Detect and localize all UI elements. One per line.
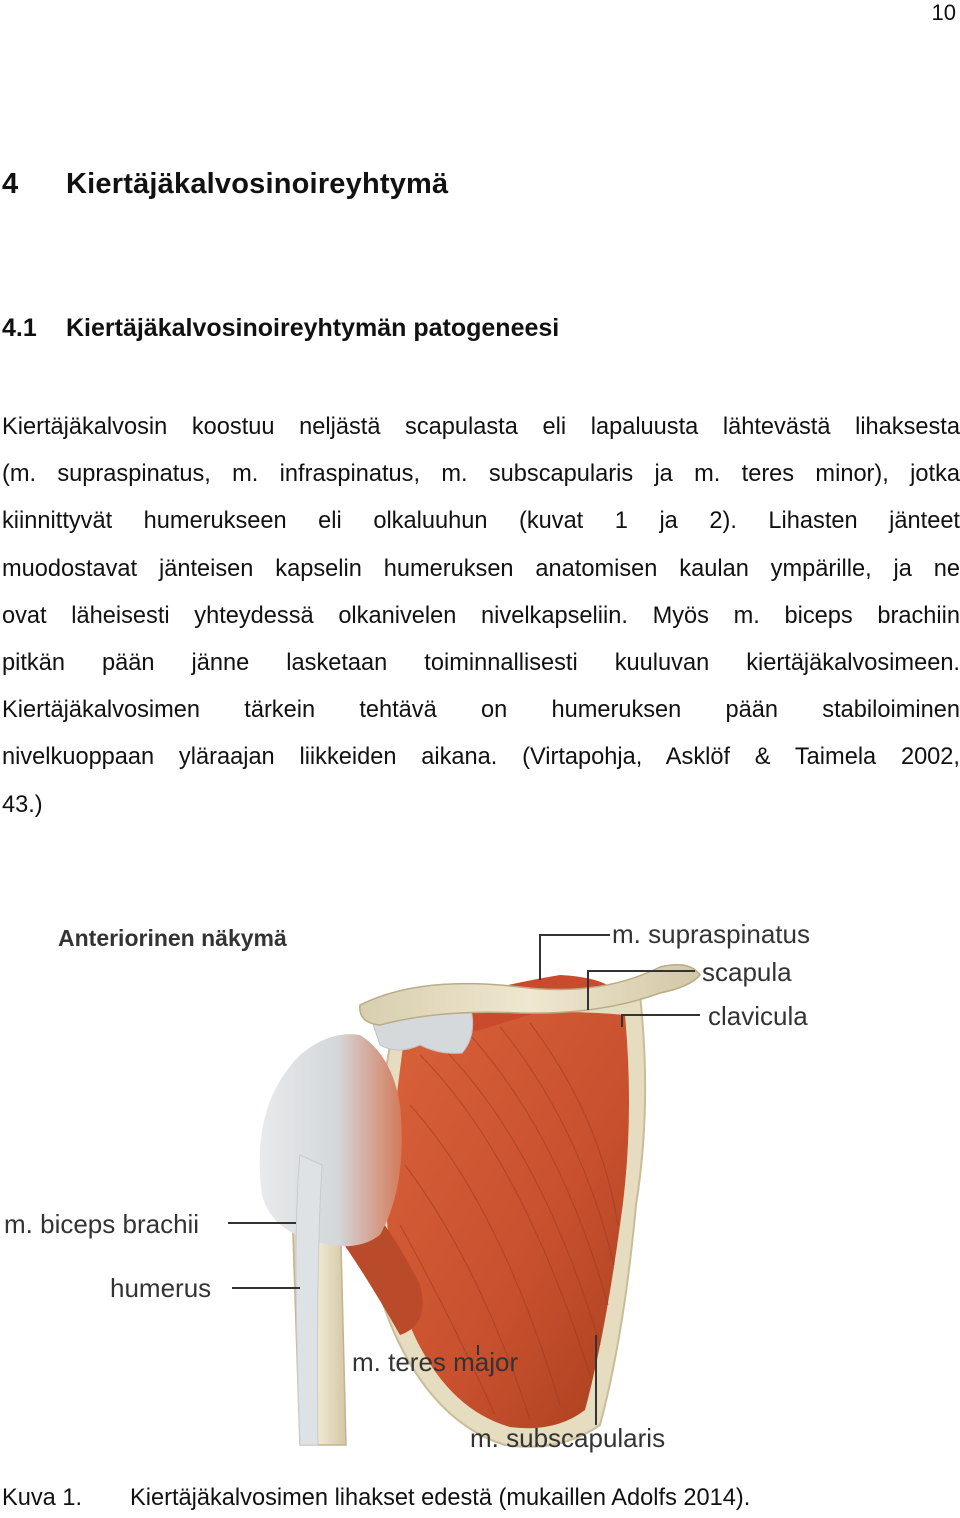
view-label: Anteriorinen näkymä	[58, 925, 287, 951]
paragraph-line: Kiertäjäkalvosimen tärkein tehtävä on humeruksen pään stabiloiminen	[2, 697, 960, 724]
label-supraspinatus: m. supraspinatus	[612, 919, 810, 949]
shoulder-illustration	[0, 905, 960, 1465]
supraspinatus-leader	[540, 935, 610, 980]
section-heading	[2, 314, 559, 343]
biceps-tendon	[296, 1155, 322, 1445]
section-title: Kiertäjäkalvosinoireyhtymän patogeneesi	[66, 314, 560, 342]
page-number: 10	[931, 0, 956, 25]
paragraph-line: 43.)	[2, 791, 43, 818]
caption-text: Kiertäjäkalvosimen lihakset edestä (mukaillen Adolfs 2014).	[130, 1485, 751, 1511]
paragraph-line: muodostavat jänteisen kapselin humeruksen anatomisen kaulan ympärille, ja ne	[2, 555, 960, 582]
label-subscapularis: m. subscapularis	[470, 1423, 666, 1453]
label-biceps-brachii: m. biceps brachii	[4, 1209, 200, 1239]
label-scapula: scapula	[702, 957, 792, 987]
paragraph-line: (m. supraspinatus, m. infraspinatus, m. subscapularis ja m. teres minor), jotka	[2, 461, 960, 488]
paragraph-line: Kiertäjäkalvosin koostuu neljästä scapulasta eli lapaluusta lähtevästä lihaksesta	[2, 414, 960, 440]
paragraph-line: nivelkuoppaan yläraajan liikkeiden aikana. (Virtapohja, Asklöf & Taimela 2002,	[2, 744, 960, 771]
paragraph-line: kiinnittyvät humerukseen eli olkaluuhun (kuvat 1 ja 2). Lihasten jänteet	[2, 508, 960, 535]
chapter-number: 4	[2, 168, 19, 200]
label-clavicula: clavicula	[708, 1001, 808, 1031]
chapter-title: Kiertäjäkalvosinoireyhtymä	[66, 168, 449, 200]
paragraph-line: ovat läheisesti yhteydessä olkanivelen nivelkapseliin. Myös m. biceps brachiin	[2, 602, 960, 629]
figure-caption	[2, 1485, 750, 1512]
chapter-heading	[2, 168, 448, 201]
caption-number: Kuva 1.	[2, 1485, 83, 1511]
paragraph-line: pitkän pään jänne lasketaan toiminnallisesti kuuluvan kiertäjäkalvosimeen.	[2, 649, 960, 676]
label-teres-major: m. teres major	[352, 1347, 519, 1377]
body-paragraph	[2, 404, 960, 829]
label-humerus: humerus	[110, 1273, 212, 1303]
anatomy-figure	[0, 905, 960, 1465]
section-number: 4.1	[2, 314, 37, 342]
humeral-head	[260, 1034, 402, 1246]
